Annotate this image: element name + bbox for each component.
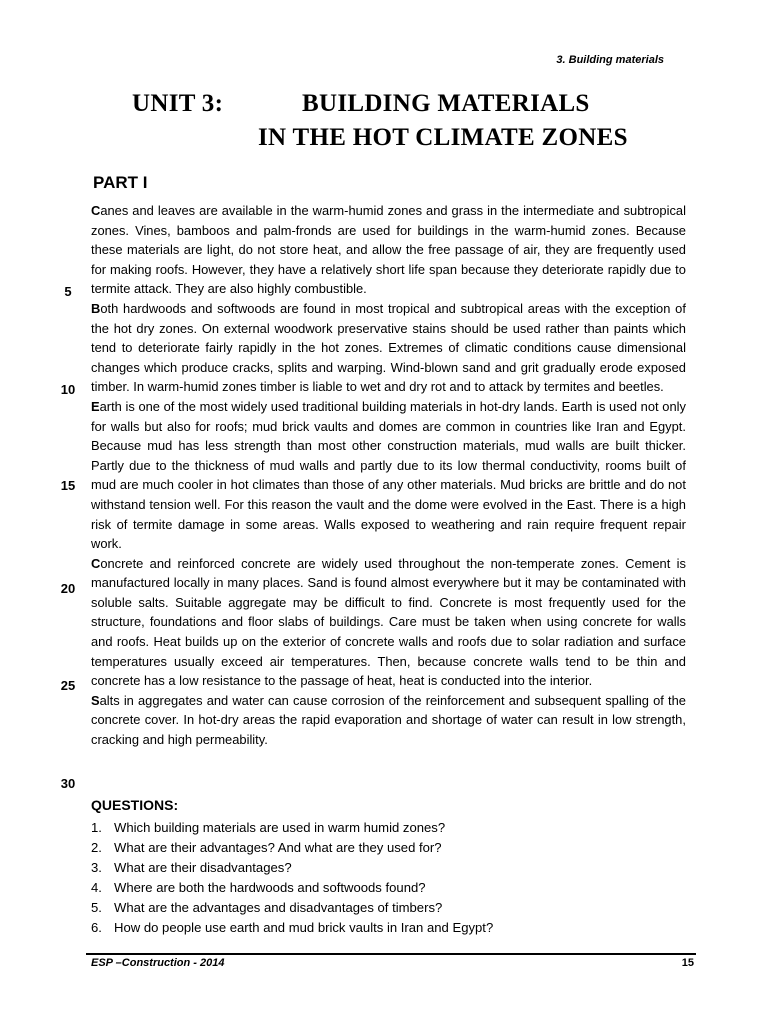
question-text: What are their disadvantages?	[114, 860, 292, 875]
question-number: 5.	[91, 900, 102, 915]
body-text	[91, 201, 686, 750]
question-text: Which building materials are used in warm humid zones?	[114, 820, 446, 835]
dropcap: S	[91, 692, 100, 708]
line-number: 20	[60, 581, 76, 596]
question-number: 6.	[91, 920, 102, 935]
paragraph-earth	[91, 397, 686, 554]
paragraph-canes	[91, 201, 686, 299]
paragraph-text: arth is one of the most widely used traditional building materials in hot-dry lands. Earth is used not only for walls but also for roofs; mud brick vaults and domes are common in countries like Iran and Egypt. Because mud has less strength than most other construction materials, mud walls are built thicker. Partly due to the thickness of mud walls and partly due to its low thermal conductivity, rooms built of mud are much cooler in hot climates than those of any other materials. Mud bricks are brittle and do not withstand tension well. For this reason the vault and the dome were evolved in the East. There is a high risk of termite damage in some areas. Walls exposed to weathering and rain require frequent repair work.	[91, 398, 686, 552]
paragraph-text: oncrete and reinforced concrete are widely used throughout the non-temperate zones. Cement is manufactured locally in many places. Sand is found almost everywhere but it may be contaminated with soluble salts. Suitable aggregate may be difficult to find. Concrete is most frequently used for the structure, foundations and floor slabs of buildings. Care must be taken when using concrete for walls and roofs. Heat builds up on the exterior of concrete walls and roofs due to solar radiation and surface temperatures usually exceed air temperatures. Then, because concrete walls tend to be thin and concrete has a low resistance to the passage of heat, heat is conducted into the interior.	[91, 555, 686, 689]
footer-divider	[86, 953, 696, 955]
question-item	[91, 898, 493, 918]
dropcap: C	[91, 555, 101, 571]
question-number: 2.	[91, 840, 102, 855]
question-item	[91, 878, 493, 898]
running-head: 3. Building materials	[556, 54, 664, 66]
dropcap: B	[91, 300, 101, 316]
question-text: What are the advantages and disadvantages of timbers?	[114, 900, 443, 915]
question-number: 4.	[91, 880, 102, 895]
paragraph-salts	[91, 691, 686, 750]
line-number: 15	[60, 478, 76, 493]
questions-list	[91, 818, 493, 938]
question-text: How do people use earth and mud brick vaults in Iran and Egypt?	[114, 920, 494, 935]
unit-label: UNIT 3:	[132, 90, 224, 117]
unit-title-text-1: BUILDING MATERIALS	[302, 90, 590, 117]
dropcap: C	[91, 203, 101, 218]
paragraph-concrete	[91, 554, 686, 691]
paragraph-text: alts in aggregates and water can cause corrosion of the reinforcement and subsequent spalling of the concrete cover. In hot-dry areas the rapid evaporation and shortage of water can result in low strength, cracking and high permeability.	[91, 692, 686, 748]
line-number: 25	[60, 678, 76, 693]
question-number: 3.	[91, 860, 102, 875]
page-number: 15	[681, 957, 694, 969]
paragraph-text: oth hardwoods and softwoods are found in most tropical and subtropical areas with the exception of the hot dry zones. On external woodwork preservative stains should be used rather than paints which tend to deteriorate fairly rapidly in the hot zones. Extremes of climatic conditions cause dimensional changes which produce cracks, splits and warping. Wind-blown sand and grit gradually erode exposed timber. In warm-humid zones timber is liable to wet and dry rot and to attack by termites and beetles.	[91, 300, 686, 395]
paragraph-hardwoods	[91, 299, 686, 397]
questions-heading: QUESTIONS:	[91, 797, 179, 813]
line-number: 5	[64, 284, 72, 299]
paragraph-text: anes and leaves are available in the warm-humid zones and grass in the intermediate and subtropical zones. Vines, bamboos and palm-fronds are used for buildings in the warm-humid zones. Because these materials are light, do not store heat, and allow the free passage of air, they are frequently used for making roofs. However, they have a relatively short life span because they deteriorate rapidly due to termite attack. They are also highly combustible.	[91, 203, 686, 297]
unit-title-text-2: IN THE HOT CLIMATE ZONES	[258, 124, 628, 151]
question-item	[91, 838, 493, 858]
question-text: What are their advantages? And what are they used for?	[114, 840, 442, 855]
dropcap: E	[91, 398, 100, 414]
line-number: 30	[60, 776, 76, 791]
question-number: 1.	[91, 820, 102, 835]
footer-course-label: ESP –Construction - 2014	[91, 957, 225, 969]
line-number: 10	[60, 382, 76, 397]
part-heading: PART I	[93, 173, 148, 192]
question-item	[91, 818, 493, 838]
question-item	[91, 858, 493, 878]
question-item	[91, 918, 493, 938]
question-text: Where are both the hardwoods and softwoods found?	[114, 880, 426, 895]
